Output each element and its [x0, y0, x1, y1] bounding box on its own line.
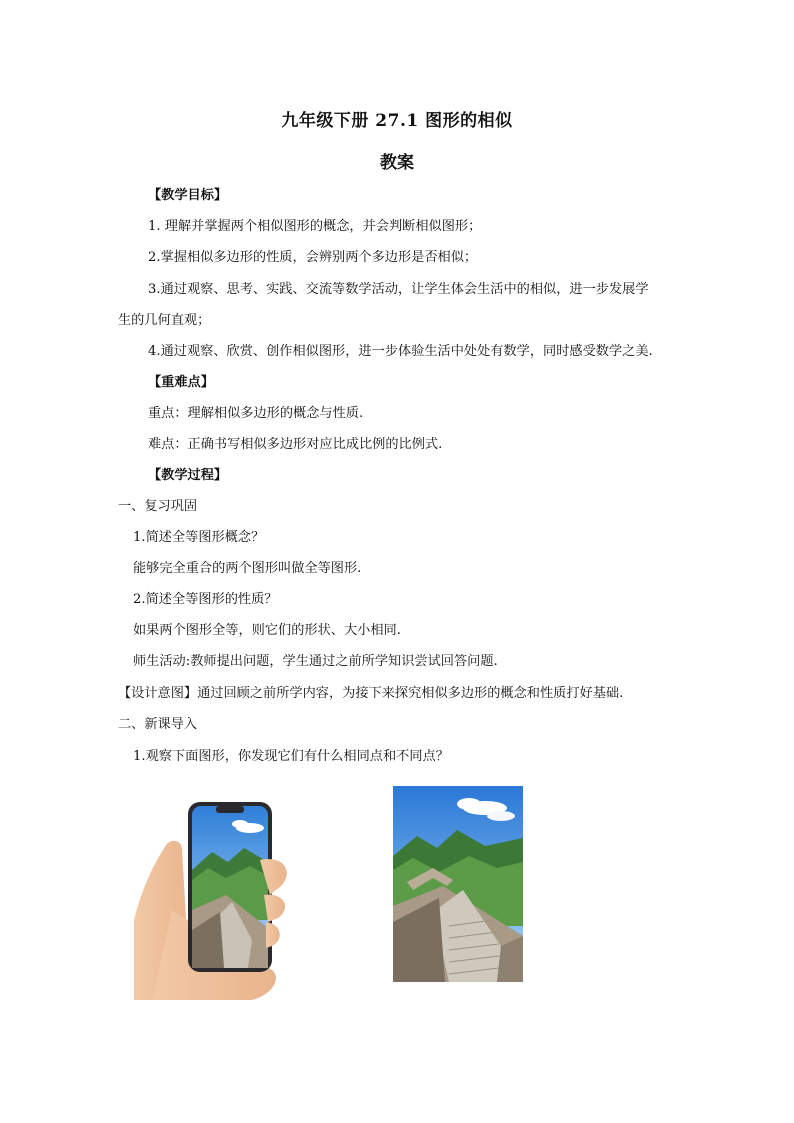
goal-4: 4.通过观察、欣赏、创作相似图形，进一步体验生活中处处有数学，同时感受数学之美. [148, 344, 653, 359]
process-heading: 【教学过程】 [148, 468, 228, 483]
design-intent: 【设计意图】通过回顾之前所学内容，为接下来探究相似多边形的概念和性质打好基础. [118, 686, 624, 701]
activity-note: 师生活动:教师提出问题，学生通过之前所学知识尝试回答问题. [133, 654, 498, 669]
answer-2: 如果两个图形全等，则它们的形状、大小相同. [133, 623, 401, 638]
document-title: 九年级下册 27.1 图形的相似 [281, 111, 513, 131]
key-point: 重点：理解相似多边形的概念与性质. [148, 406, 364, 421]
part-1-heading: 一、复习巩固 [118, 499, 198, 514]
question-2: 2.简述全等图形的性质？ [133, 592, 278, 607]
phone-with-great-wall-image [132, 800, 298, 1000]
key-heading: 【重难点】 [148, 375, 214, 390]
goal-1: 1. 理解并掌握两个相似图形的概念，并会判断相似图形； [148, 219, 482, 234]
question-1: 1.简述全等图形概念？ [133, 530, 265, 545]
goal-3-line-1: 3.通过观察、思考、实践、交流等数学活动，让学生体会生活中的相似，进一步发展学 [148, 282, 649, 297]
part-2-heading: 二、新课导入 [118, 717, 198, 732]
difficult-point: 难点：正确书写相似多边形对应比成比例的比例式. [148, 437, 443, 452]
goal-3-line-2: 生的几何直观； [118, 313, 211, 328]
great-wall-photo [393, 786, 523, 982]
goal-2: 2.掌握相似多边形的性质，会辨别两个多边形是否相似； [148, 250, 478, 265]
great-wall-photo-icon [393, 786, 523, 982]
phone-illustration-icon [132, 800, 298, 1000]
question-3: 1.观察下面图形，你发现它们有什么相同点和不同点？ [133, 749, 449, 764]
document-subtitle: 教案 [380, 153, 414, 173]
answer-1: 能够完全重合的两个图形叫做全等图形. [133, 561, 362, 576]
goals-heading: 【教学目标】 [148, 188, 228, 203]
